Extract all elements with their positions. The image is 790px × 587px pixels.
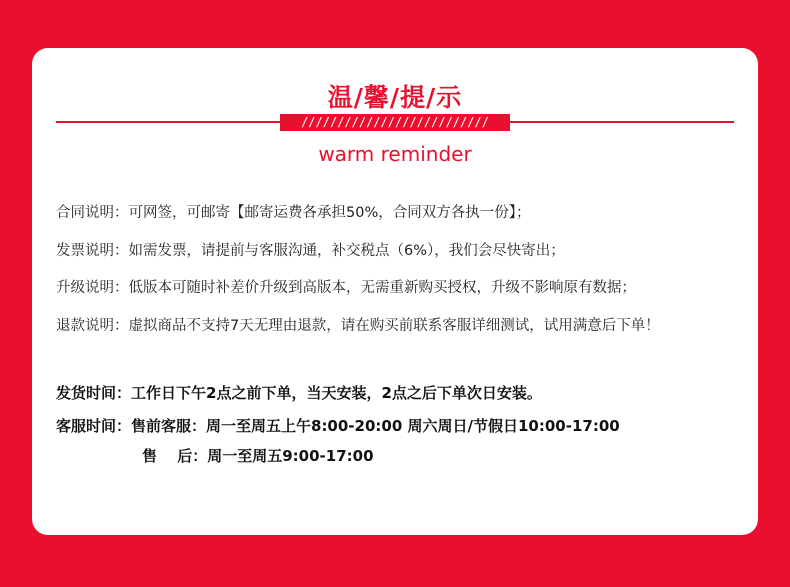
refund-note: 退款说明：虚拟商品不支持7天无理由退款，请在购买前联系客服详细测试，试用满意后下单！: [56, 318, 660, 334]
upgrade-note: 升级说明：低版本可随时补差价升级到高版本，无需重新购买授权，升级不影响原有数据；: [56, 280, 636, 296]
contract-note: 合同说明：可网签，可邮寄【邮寄运费各承担50%，合同双方各执一份】；: [56, 205, 531, 221]
title-divider-right: [508, 121, 734, 123]
card-subtitle: warm reminder: [318, 142, 472, 166]
card-title: 温/馨/提/示: [327, 83, 463, 112]
aftersale-support-hours: 售 后：周一至周五9:00-17:00: [142, 447, 374, 465]
delivery-time-note: 发货时间：工作日下午2点之前下单，当天安装，2点之后下单次日安装。: [56, 384, 542, 402]
reminder-card: [32, 48, 758, 535]
presale-support-hours: 客服时间：售前客服：周一至周五上午8:00-20:00 周六周日/节假日10:00-17:00: [56, 417, 620, 435]
title-stripe-band: //////////////////////////: [280, 114, 510, 131]
invoice-note: 发票说明：如需发票，请提前与客服沟通，补交税点（6%），我们会尽快寄出；: [56, 243, 565, 259]
title-divider-left: [56, 121, 282, 123]
